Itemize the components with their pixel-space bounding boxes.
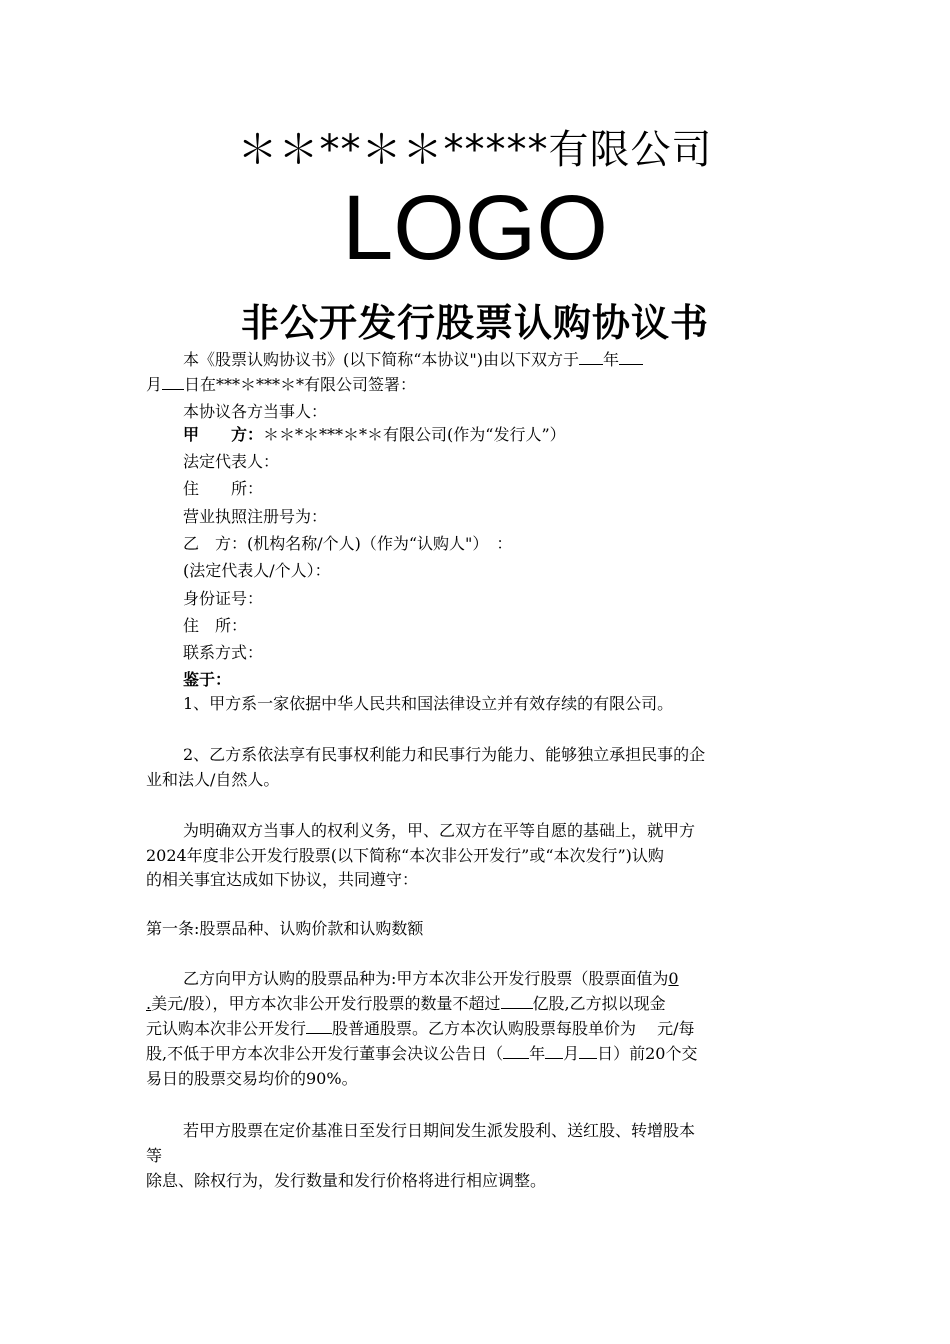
whereas-item-2-line-1: 2、乙方系依法享有民事权利能力和民事行为能力、能够独立承担民事的企 [183,745,706,764]
article-1-p1-line-4 [146,1043,698,1065]
announce-month-blank [545,1044,563,1059]
party-a-line [183,424,566,446]
article-1-heading: 第一条:股票品种、认购价款和认购数额 [146,919,424,938]
p1-text-3: 亿股,乙方拟以现金 [532,994,666,1013]
id-number: 身份证号： [183,589,264,608]
article-1-p1-line-5: 易日的股票交易均价的90%。 [146,1069,358,1088]
parties-heading: 本协议各方当事人： [183,402,328,421]
party-a-label: 甲 方： [183,425,264,444]
intro-text-2: 日在***＊***＊*有限公司签署： [184,375,417,394]
logo-placeholder: LOGO [342,177,608,279]
month-label: 月 [146,375,163,394]
announce-year-blank [503,1044,529,1059]
p1-text-4: 元认购本次非公开发行 [146,1019,307,1038]
share-limit-blank [501,994,533,1009]
registration-number: 营业执照注册号为： [183,507,328,526]
intro-line-1 [183,349,643,371]
par-value: 0 [668,969,679,988]
article-1-p2-line-2: 等 [146,1146,163,1165]
party-a-address: 住 所： [183,479,264,498]
article-1-p1-line-1 [183,968,679,990]
document-title: 非公开发行股票认购协议书 [240,301,709,345]
day-blank [162,375,184,390]
whereas-item-1: 1、甲方系一家依据中华人民共和国法律设立并有效存续的有限公司。 [183,694,674,713]
party-a-value: ＊＊*＊***＊*＊有限公司(作为“发行人”） [263,425,566,444]
month-blank [619,350,643,365]
p1-text-6: 股,不低于甲方本次非公开发行董事会决议公告日（ [146,1044,504,1063]
p1-text-7: 日）前20个交 [597,1044,698,1063]
purpose-line-2: 2024年度非公开发行股票(以下简称“本次非公开发行”或“本次发行”)认购 [146,846,664,865]
party-b-representative: (法定代表人/个人）： [183,561,331,580]
intro-line-2 [146,374,416,396]
intro-text: 本《股票认购协议书》(以下简称“本协议")由以下双方于 [183,350,580,369]
whereas-heading: 鉴于： [183,670,232,689]
whereas-item-2-line-2: 业和法人/自然人。 [146,770,280,789]
purpose-line-3: 的相关事宜达成如下协议，共同遵守： [146,870,419,889]
p1-year-label: 年 [529,1044,546,1063]
article-1-p2-line-3: 除息、除权行为，发行数量和发行价格将进行相应调整。 [146,1171,547,1190]
p1-text-1: 乙方向甲方认购的股票品种为:甲方本次非公开发行股票（股票面值为 [183,969,669,988]
share-count-blank [306,1019,332,1034]
par-value-dot: . [146,994,152,1013]
article-1-p1-line-3 [146,1018,695,1040]
year-label: 年 [603,350,620,369]
company-name: ＊＊**＊＊*****有限公司 [237,127,713,173]
p1-text-5: 股普通股票。乙方本次认购股票每股单价为 元/每 [332,1019,695,1038]
purpose-line-1: 为明确双方当事人的权利义务，甲、乙双方在平等自愿的基础上，就甲方 [183,821,696,840]
article-1-p2-line-1: 若甲方股票在定价基准日至发行日期间发生派发股利、送红股、转增股本 [183,1121,696,1140]
party-b-address: 住 所： [183,616,248,635]
p1-month-label: 月 [563,1044,580,1063]
article-1-p1-line-2 [146,993,666,1015]
party-b-line: 乙 方：(机构名称/个人)（作为“认购人"） ： [183,534,513,553]
announce-day-blank [579,1044,597,1059]
contact-info: 联系方式： [183,643,264,662]
year-blank [579,350,603,365]
legal-representative: 法定代表人： [183,452,280,471]
p1-text-2: 美元/股），甲方本次非公开发行股票的数量不超过 [151,994,501,1013]
